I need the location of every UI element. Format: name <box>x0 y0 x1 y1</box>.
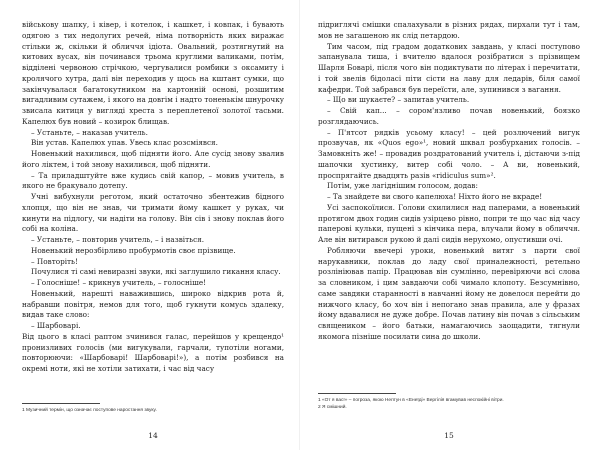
left-page <box>22 20 284 440</box>
paragraph: – Що ви шукаєте? – запитав учитель. <box>327 95 470 105</box>
paragraph: – Шарбоварі. <box>31 321 81 330</box>
footnote: 1 «От я вас!» – погроза, якою Нептун в «Енеїді» Вергілія вгамував неспокійні вітри. <box>318 398 504 403</box>
right-page-text <box>318 20 580 343</box>
paragraph: – П'ятсот рядків усьому класу! – цей розлючений вигук прозвучав, як «Quos ego»¹, новий шквал розбурханих голосів. – Замовкніть же! – провадив роздратований учитель і, дістаючи з-під шапочки хустинку, витер собі чоло. – А ви, новенький, проспрягайте двадцять разів «ridiculus sum»². <box>318 127 580 180</box>
paragraph: Учні вибухнули реготом, який остаточно збентежив бідного хлопця, що він не знав, чи тримати йому кашкет у руках, чи кинути на підлогу, чи надіти на голову. Він сів і знову поклав його собі на коліна. <box>22 192 284 234</box>
left-footnotes <box>22 407 284 414</box>
paragraph: – Голосніше! – крикнув учитель, – голосніше! <box>31 278 207 287</box>
paragraph: Робляючи ввечері уроки, новенький витяг з парти свої нарукавники, поклав до ладу свої приналежності, ретельно розлініював папір. Працював він сумлінно, перевіряючи всі слова за словником, і цим завдаючи собі чимало клопоту. Безсумнівно, саме завдяки старанності в навчанні йому не довелося перейти до нижчого класу, бо хоч він і непогано знав правила, але у фразах йому вдавалися не дуже добре. Почав латину він почав з сільським священиком – його батьки, намагаючись заощадити, тягнули якомога пізніше посилати сина до школи. <box>318 245 580 341</box>
paragraph: – Та приладштуйте вже кудись свій капор, – мовив учитель, в якого не бракувало дотепу. <box>22 170 284 191</box>
right-page <box>318 20 580 440</box>
paragraph: Він устав. Капелюх упав. Увесь клас розсміявся. <box>31 138 218 148</box>
paragraph: підриглячі смішки спалахували в різних рядах, пирхали тут і там, мов не загашеною як слід петардою. <box>318 20 580 40</box>
paragraph: Усі заспокоїлися. Голови схилилися над паперами, а новенький протягом двох годин сидів узірцево рівно, попри те що час від часу паперові кульки, пущені з кінчика пера, влучали йому в обличчя. Але він витирався рукою й далі сидів нерухомо, опустивши очі. <box>318 202 580 244</box>
paragraph: Від цього в класі раптом зчинився галас, перейшов у крещендо¹ пронизливих голосів (ми вигукували, гарчали, тупотіли ногами, повторюючи: «Шарбоварі! Шарбоварі!»), а потім розбився на окремі ноти, які не хотіли затихати, і час від часу <box>22 331 284 373</box>
page-number: 14 <box>148 431 158 440</box>
paragraph: Новенький нахилився, щоб підняти його. Але сусід знову звалив його ліктем, і той знову нахилився, щоб підняти. <box>22 149 284 169</box>
paragraph: – Та знайдете ви свого капелюха! Ніхто його не вкраде! <box>327 192 543 201</box>
paragraph: – Устаньте, – наказав учитель. <box>31 127 148 137</box>
paragraph: – Устаньте, – повторив учитель, – і назвіться. <box>31 235 205 244</box>
paragraph: – Свій кап... – сором'язливо почав новенький, боязко розглядаючись. <box>318 106 580 126</box>
paragraph: Новенький, нарешті наважившись, широко відкрив рота й, набравши повітря, немов для того, щоб гукнути комусь здалеку, видав таке слово: <box>22 288 284 320</box>
page-number: 15 <box>444 431 454 440</box>
paragraph: Новенький нерозбірливо пробурмотів своє прізвище. <box>31 245 236 255</box>
footnote: 1 Музичний термін, що означає поступове наростання звуку. <box>22 408 157 413</box>
left-page-text <box>22 20 284 375</box>
footnote: 2 Я смішний. <box>318 405 347 410</box>
right-footnotes <box>318 397 580 411</box>
paragraph: військову шапку, і ківер, і котелок, і кашкет, і ковпак, і бувають одягою з тих недолугих речей, німа потворність яких виражає стільки ж, скільки й обличчя ідіота. Овальний, розтягнутий на китових вусах, він починався трьома круглими валиками, потім, відділені червоною стрічкою, чергувалися ромбики з оксамиту і кролячого хутра, далі він переходив у щось на кштант сумки, що закінчувалася багатокутником на картонній основі, розшитим вигадливим сутажем, і якого на довгім і надто тоненькім шнурочку звисала китиця у вигляді хреста з переплетеної золотої тасьми. Капелюх був новий – козирок блищав. <box>22 20 284 126</box>
footnote-rule <box>318 393 396 394</box>
paragraph: Потім, уже лагіднішим голосом, додав: <box>327 181 478 191</box>
gutter <box>299 0 300 450</box>
paragraph: Почулися ті самі невиразні звуки, які заглушило гикання класу. <box>31 267 281 277</box>
footnote-rule <box>22 403 100 404</box>
paragraph: – Повторіть! <box>31 256 78 266</box>
paragraph: Тим часом, під градом додаткових завдань, у класі поступово запанувала тиша, і вчителю вдалося розібратися з прізвищем Шарля Боварі, після чого він подиктувати по літерах і перечитати, і той звелів бідоласі піти сісти на лаву для ледарів, біля самої кафедри. Той забрався був переїсти, але, зупинився з вагання. <box>318 41 580 94</box>
